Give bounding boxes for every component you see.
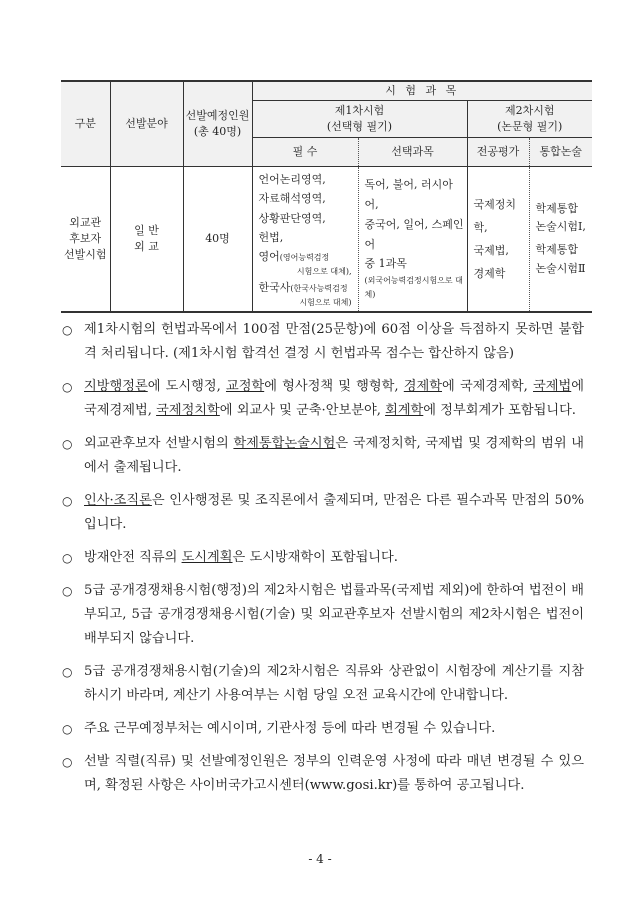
- underlined-term: 국제법: [533, 379, 572, 394]
- note-text: 외교관후보자 선발시험의: [84, 436, 234, 451]
- underlined-term: 학제통합논술시험: [233, 436, 336, 451]
- note-item: [62, 375, 584, 423]
- note-text: 에 국제경제학,: [442, 379, 534, 394]
- note-text: 에 형사정책 및 행형학,: [264, 379, 404, 394]
- note-text: 주요 근무예정부처는 예시이며, 기관사정 등에 따라 변경될 수 있습니다.: [84, 721, 496, 736]
- essay-line: 논술시험Ⅱ: [535, 261, 586, 275]
- header-second-exam-line1: 제2차시험: [504, 104, 555, 118]
- note-item: [62, 432, 584, 480]
- cell-major-eval: [467, 167, 529, 313]
- history-note: (한국사능력검정: [290, 283, 348, 293]
- note-item: [62, 717, 584, 741]
- field-line: 일 반: [134, 224, 159, 238]
- note-text: 은 국제정치학, 국제법 및 경제학의 범위 내에서 출제됩니다.: [84, 436, 584, 475]
- header-exam-subjects: 시 험 과 목: [252, 81, 592, 101]
- field-line: 외 교: [134, 240, 159, 253]
- circle-bullet-icon: ○: [62, 722, 73, 736]
- note-text: 에 정부회계가 포함됩니다.: [423, 403, 577, 418]
- cell-elective: [358, 167, 467, 313]
- header-second-exam-line2: (논문형 필기): [497, 120, 563, 133]
- cell-planned: 40명: [183, 167, 252, 313]
- essay-line: 논술시험Ⅰ,: [535, 220, 586, 234]
- category-line: 외교관: [69, 216, 102, 230]
- note-text: 에 도시행정,: [147, 379, 226, 394]
- header-field: [110, 81, 183, 167]
- underlined-term: 국제정치학: [156, 403, 220, 418]
- circle-bullet-icon: ○: [62, 665, 73, 679]
- english-label: 영어: [258, 250, 280, 264]
- header-integrated-essay: 통합논술: [529, 138, 592, 167]
- circle-bullet-icon: ○: [62, 755, 73, 769]
- note-text: 에 외교사 및 군축·안보분야,: [219, 403, 386, 418]
- header-elective: 선택과목: [358, 138, 467, 167]
- underlined-term: 경제학: [403, 379, 443, 394]
- note-item: [62, 546, 584, 570]
- major-line: 경제학: [473, 267, 506, 281]
- header-first-exam-line2: (선택형 필기): [326, 120, 393, 133]
- header-field-label: 선발분야: [125, 117, 168, 131]
- header-first-exam: [252, 101, 467, 138]
- required-item-english: [259, 247, 358, 266]
- note-text: 선발 직렬(직류) 및 선발예정인원은 정부의 인력운영 사정에 따라 매년 변경될 수 있으며, 확정된 사항은 사이버국가고시센터(www.gosi.kr)를 통하여 공고됩니다.: [84, 754, 584, 793]
- circle-bullet-icon: ○: [62, 584, 73, 598]
- header-required: 필 수: [252, 138, 358, 167]
- circle-bullet-icon: ○: [62, 437, 73, 451]
- category-line: 선발시험: [63, 247, 107, 261]
- underlined-term: 도시계획: [181, 550, 233, 565]
- history-label: 한국사: [258, 280, 291, 294]
- note-item: [62, 750, 584, 798]
- note-item: [62, 489, 584, 537]
- circle-bullet-icon: ○: [62, 551, 73, 565]
- major-line: 국제법,: [473, 244, 509, 257]
- note-text: 은 인사행정론 및 조직론에서 출제되며, 만점은 다른 필수과목 만점의 50%입니다.: [84, 493, 584, 532]
- note-text: 5급 공개경쟁채용시험(행정)의 제2차시험은 법률과목(국제법 제외)에 한하여 법전이 배부되고, 5급 공개경쟁채용시험(기술) 및 외교관후보자 선발시험의 제2차시험은 법전이 배부되지 않습니다.: [84, 583, 584, 646]
- required-item: 자료해석영역,: [258, 192, 326, 206]
- notes-list: [62, 318, 584, 807]
- required-item-history: [259, 278, 358, 297]
- circle-bullet-icon: ○: [62, 323, 73, 337]
- note-text: 방재안전 직류의: [84, 550, 182, 565]
- underlined-term: 교정학: [225, 379, 265, 394]
- elective-line: 중 1과목: [364, 257, 407, 271]
- header-second-exam: [467, 101, 592, 138]
- category-line: 후보자: [69, 232, 102, 246]
- header-planned-line2: (총 40명): [193, 125, 242, 138]
- underlined-term: 지방행정론: [84, 379, 148, 394]
- cell-required: [252, 167, 358, 313]
- note-text: 제1차시험의 헌법과목에서 100점 만점(25문항)에 60점 이상을 득점하지 못하면 불합격 처리됩니다. (제1차시험 합격선 결정 시 헌법과목 점수는 합산하지 않음): [84, 322, 584, 361]
- required-item: 상황판단영역,: [258, 211, 326, 225]
- note-item: [62, 579, 584, 651]
- note-text: 은 도시방재학이 포함됩니다.: [232, 550, 398, 565]
- essay-line: 학제통합: [535, 201, 579, 215]
- underlined-term: 회계학: [385, 403, 424, 418]
- header-category: 구분: [61, 81, 110, 167]
- header-planned-line1: 선발예정인원: [185, 109, 250, 123]
- major-line: 국제정치학,: [473, 197, 517, 234]
- page-number: - 4 -: [308, 852, 332, 866]
- required-item: 헌법,: [258, 230, 284, 244]
- header-planned: [183, 81, 252, 167]
- note-item: [62, 318, 584, 366]
- header-major-eval: 전공평가: [467, 138, 529, 167]
- note-item: [62, 660, 584, 708]
- essay-line: 학제통합: [535, 243, 579, 256]
- note-text: 에 국제경제법,: [84, 379, 584, 418]
- circle-bullet-icon: ○: [62, 380, 73, 394]
- header-first-exam-line1: 제1차시험: [334, 104, 385, 118]
- cell-field: [110, 167, 183, 313]
- note-text: 5급 공개경쟁채용시험(기술)의 제2차시험은 직류와 상관없이 시험장에 계산기를 지참하시기 바라며, 계산기 사용여부는 시험 당일 오전 교육시간에 안내합니다.: [84, 664, 584, 703]
- circle-bullet-icon: ○: [62, 494, 73, 508]
- elective-line: 중국어, 일어, 스페인어: [364, 217, 464, 251]
- required-item: 언어논리영역,: [258, 173, 326, 187]
- english-note: (영어능력검정: [279, 253, 330, 263]
- elective-note: (외국어능력검정시험으로 대체): [364, 276, 463, 300]
- elective-line: 독어, 불어, 러시아어,: [364, 178, 453, 211]
- history-note-cont: 시험으로 대체): [299, 297, 352, 307]
- cell-integrated-essay: [529, 167, 592, 313]
- cell-category: [61, 167, 110, 313]
- underlined-term: 인사·조직론: [84, 493, 152, 508]
- exam-subjects-table: [61, 80, 592, 313]
- english-note-cont: 시험으로 대체),: [296, 267, 352, 277]
